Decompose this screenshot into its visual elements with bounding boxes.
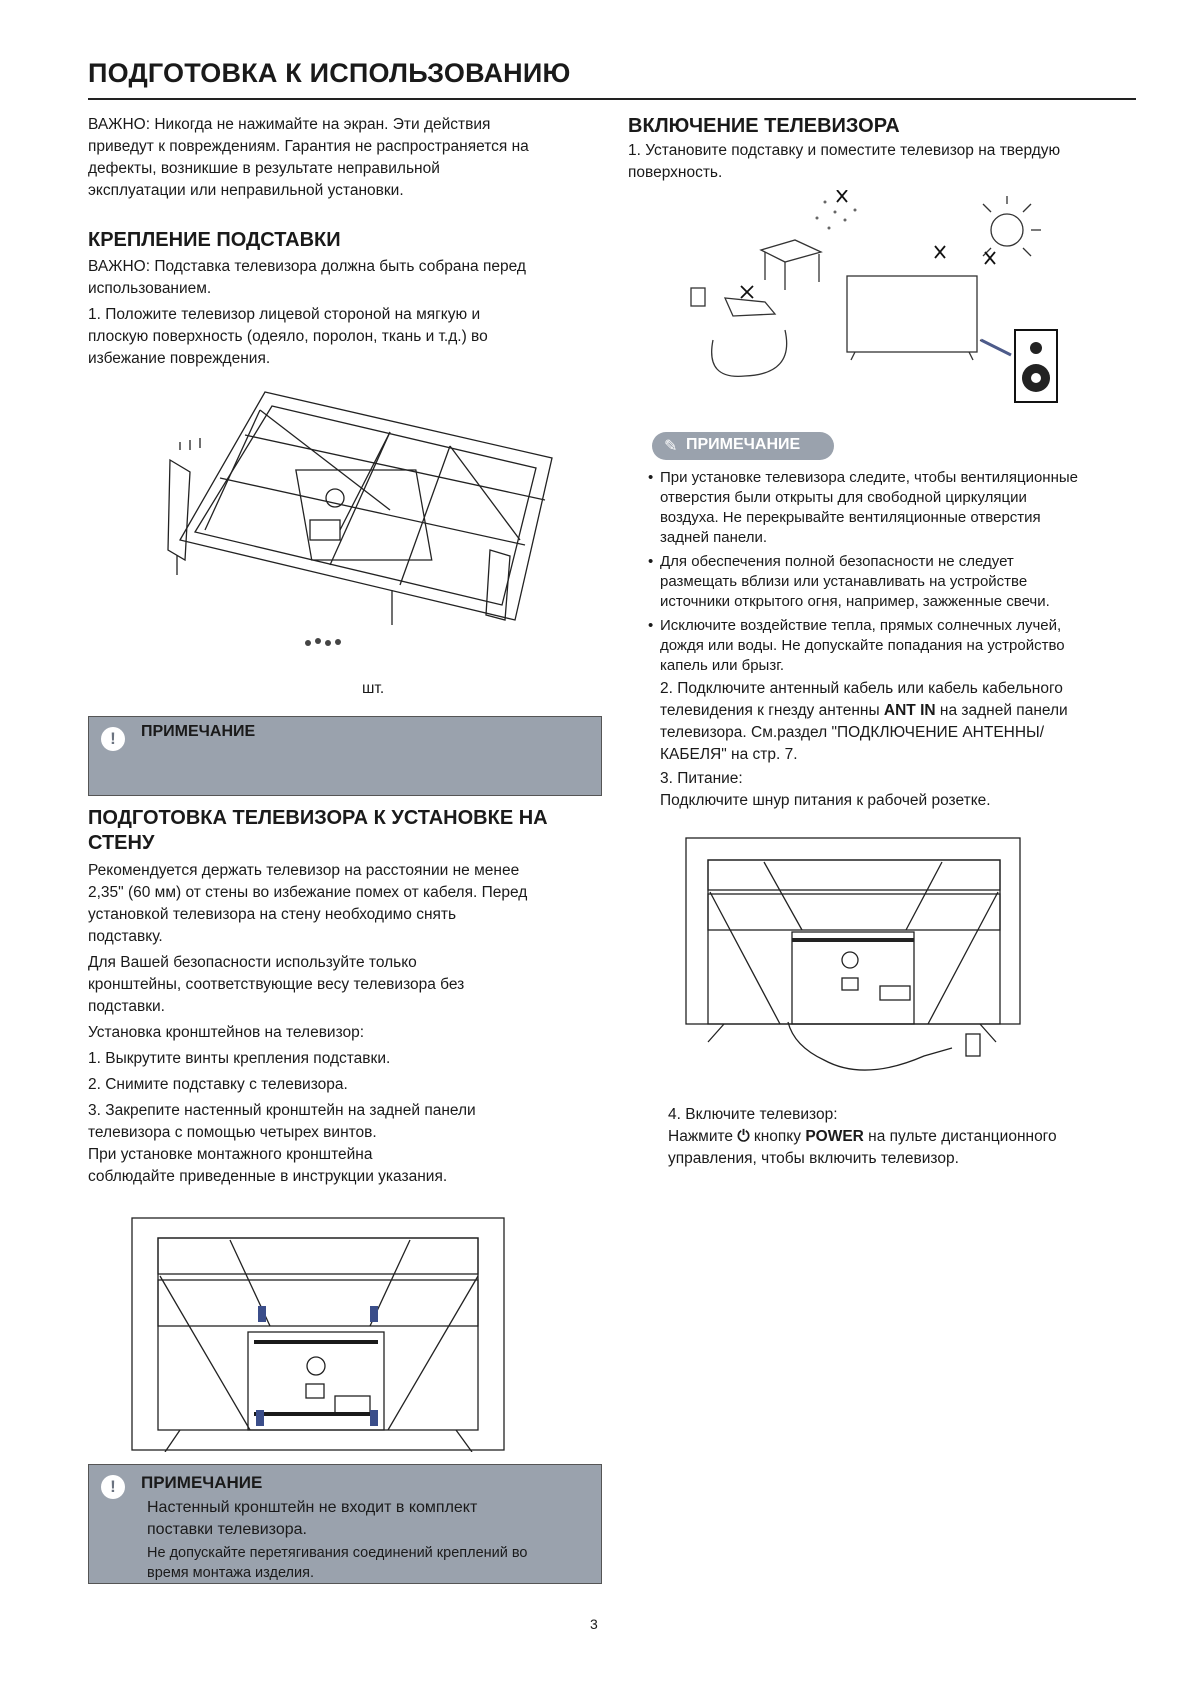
stand-section-title: КРЕПЛЕНИЕ ПОДСТАВКИ: [88, 229, 341, 251]
wall-step-3: 3. Закрепите настенный кронштейн на задней панели телевизора с помощью четырех винтов.: [88, 1102, 476, 1141]
power-step-3: 3. Питание: Подключите шнур питания к рабочей розетке.: [660, 770, 991, 809]
bullet-ventilation: • При установке телевизора следите, чтобы вентиляционные отверстия были открыты для свободной циркуляции воздуха. Не перекрывайте вентиляционные отверстия задней панели.: [648, 469, 1079, 546]
page-number: 3: [590, 1616, 598, 1632]
wall-section-title: ПОДГОТОВКА ТЕЛЕВИЗОРА К УСТАНОВКЕ НА СТЕНУ: [88, 807, 548, 854]
wall-mount-illustration: [130, 1216, 506, 1452]
stand-step-1: 1. Положите телевизор лицевой стороной на мягкую и плоскую поверхность (одеяло, поролон, ткань и т.д.) во избежание повреждения.: [88, 306, 488, 367]
wall-steps-heading: Установка кронштейнов на телевизор:: [88, 1024, 365, 1041]
power-step-1: 1. Установите подставку и поместите телевизор на твердую поверхность.: [628, 142, 1061, 181]
power-section-title: ВКЛЮЧЕНИЕ ТЕЛЕВИЗОРА: [628, 115, 900, 137]
wall-step-1: 1. Выкрутите винты крепления подставки.: [88, 1050, 391, 1067]
page-title: ПОДГОТОВКА К ИСПОЛЬЗОВАНИЮ: [88, 58, 571, 88]
exclamation-icon: !: [101, 727, 125, 751]
title-divider: [88, 98, 1136, 100]
bullet-open-flame: • Для обеспечения полной безопасности не следует размещать вблизи или устанавливать на устройстве источники открытого огня, например, зажженные свечи.: [648, 553, 1050, 610]
note-label: ПРИМЕЧАНИЕ: [141, 723, 256, 740]
power-step-4: 4. Включите телевизор: Нажмите ⏻ кнопку POWER на пульте дистанционного управления, чтобы включить телевизор.: [668, 1106, 1057, 1167]
pencil-icon: ✎: [664, 438, 678, 455]
stand-assembly-illustration: [160, 380, 580, 680]
power-icon: ⏻: [737, 1128, 750, 1145]
note-pill: [652, 432, 834, 460]
stand-important: ВАЖНО: Подставка телевизора должна быть собрана перед использованием.: [88, 258, 526, 297]
wall-step-note: При установке монтажного кронштейна соблюдайте приведенные в инструкции указания.: [88, 1146, 448, 1185]
note2-text: Настенный кронштейн не входит в комплект поставки телевизора.: [147, 1499, 478, 1538]
wall-paragraph-1: Рекомендуется держать телевизор на расстоянии не менее 2,35" (60 мм) от стены во избежание помех от кабеля. Перед установкой телевизора на стену необходимо снять подставку.: [88, 862, 528, 945]
note-box-1: [88, 716, 602, 796]
screws-count-label: шт.: [362, 680, 385, 697]
note-label: ПРИМЕЧАНИЕ: [686, 436, 801, 453]
note-label: ПРИМЕЧАНИЕ: [141, 1473, 263, 1492]
bullet-heat-water: • Исключите воздействие тепла, прямых солнечных лучей, дождя или воды. Не допускайте попадания на устройство капель или брызг.: [648, 617, 1065, 674]
placement-hazards-illustration: [685, 190, 1065, 410]
important-intro: ВАЖНО: Никогда не нажимайте на экран. Эти действия приведут к повреждениям. Гарантия не распространяется на дефекты, возникшие в результате неправильной эксплуатации или неправильной установки.: [88, 116, 529, 199]
note-box-2: [88, 1464, 602, 1584]
note2-small-text: Не допускайте перетягивания соединений креплений во время монтажа изделия.: [147, 1545, 528, 1581]
power-connection-illustration: [684, 836, 1024, 1086]
wall-paragraph-2: Для Вашей безопасности используйте только кронштейны, соответствующие весу телевизора без подставки.: [88, 954, 465, 1015]
power-step-2: 2. Подключите антенный кабель или кабель кабельного телевидения к гнезду антенны ANT IN на задней панели телевизора. См.раздел "ПОДКЛЮЧЕНИЕ АНТЕННЫ/ КАБЕЛЯ" на стр. 7.: [660, 680, 1068, 763]
exclamation-icon: !: [101, 1475, 125, 1499]
wall-step-2: 2. Снимите подставку с телевизора.: [88, 1076, 348, 1093]
